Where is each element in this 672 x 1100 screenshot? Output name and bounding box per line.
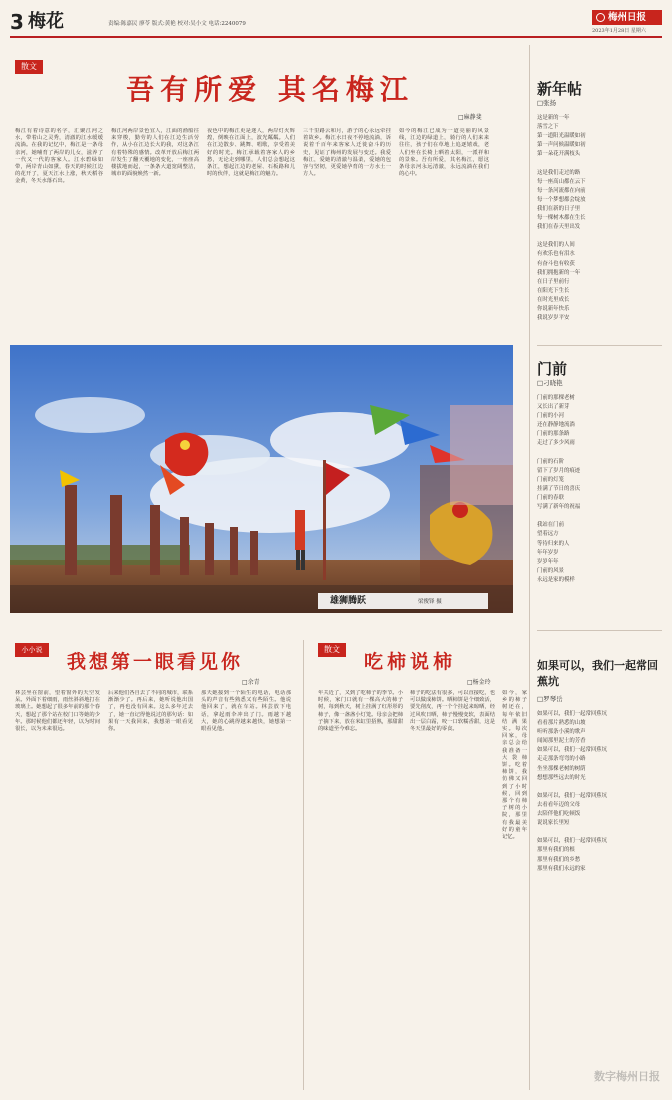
essay-column: 梅江河两岸景色宜人，江面的渔船往来穿梭，勤劳的人们在江边生活劳作，从小在江边长大的我，对这条江有着特殊的感情。改革开放后梅江两岸发生了翻天覆地的变化，一座座高楼拔地而起，一条条大道宽阔整洁，城市的面貌焕然一新。	[111, 128, 199, 178]
newspaper-masthead	[592, 10, 662, 25]
poem-body: 这是新的一年 落雪之下 第一道阳光温暖如初 第一声问候温暖如初 第一朵花开满枝头 这是我们走过的路 每一座高山都在云下 每一条河流都在向前 每一个梦想都会绽放 我们在新的日子里 每一棵树木都在生长 我们在春天里出发 这是我们的人间 有欢乐也有泪水 有奋斗也有收获 我们拥抱新的一年 在日子里前行 在阳光下生长 在时光里成长 你说新年快乐 我说岁岁平安	[537, 115, 586, 322]
issue-date: 2023年1月28日 星期六	[592, 28, 646, 34]
header-rule	[10, 36, 662, 38]
poem-author: □罗琴岳	[537, 695, 563, 703]
story-column: 后来他们各自去了不同的城市，联系渐渐少了。再后来，她听说他出国了，再也没有回来。这么多年过去了，她一直记得他说过的那句话：如果有一天我回来，我想第一眼看见你。	[108, 690, 193, 733]
section-title: 梅花	[28, 11, 64, 32]
prose-column: 年关近了，又到了吃柿子的季节。小时候，家门口就有一棵高大的柿子树，每到秋天，树上挂满了红彤彤的柿子，像一盏盏小灯笼。母亲会把柿子摘下来，放在米缸里捂熟，那甜甜的味道至今难忘。	[318, 690, 403, 733]
poem-author: □刁晓艳	[537, 379, 563, 387]
story-tag: 小小说	[15, 643, 49, 657]
essay-tag: 散文	[15, 60, 43, 74]
sidebar-separator	[537, 630, 662, 631]
sidebar-separator	[537, 345, 662, 346]
poem-title: 新年帖	[537, 80, 583, 98]
essay-column: 夜色中的梅江更是迷人，两岸灯火辉煌，倒映在江面上，波光粼粼。人们在江边散步、跳舞、唱歌，享受着美好的时光。梅江承载着客家人的乡愁，无论走到哪里，人们总会想起这条江，想起江边的老屋、石板路和儿时的伙伴，这就是梅江的魅力。	[207, 128, 295, 178]
photo-caption-credit: 梁俊锋 摄	[418, 599, 442, 605]
poem-title: 门前	[537, 360, 568, 378]
column-divider	[303, 640, 304, 1090]
poem-body: 门前的那棵老树 又长出了新芽 门前的小河 还在静静地流淌 门前的那条路 走过了多少风雨 门前的石阶 留下了岁月的痕迹 门前的灯笼 挂满了节日的喜庆 门前的春联 写满了新年的祝福 我站在门前 望着远方 等待归来的人 年年岁岁 岁岁年年 门前的风景 永远是家的模样	[537, 395, 581, 583]
prose-author: □杨金玲	[467, 679, 491, 686]
photo-illustration	[10, 345, 513, 613]
essay-author: □麻静斐	[458, 114, 482, 121]
prose-column: 柿子的吃法有很多，可以直接吃，也可以做成柿饼。晒柿饼是个细致活，要先削皮，再一个个挂起来晾晒，经过风吹日晒，柿子慢慢变软，表面结出一层白霜，咬一口软糯香甜，这是冬天里最好的零食。	[410, 690, 495, 733]
photo-caption	[318, 593, 488, 609]
prose-column: 如今，家乡的柿子树还在，每年依旧结满果实。每次回家，母亲总会给我准备一大袋柿饼。吃着柿饼，我仿佛又回到了小时候，回到那个有柿子树的小院，那里有我最美好的童年记忆。	[502, 690, 527, 841]
prose-tag: 散文	[318, 643, 346, 657]
essay-title: 吾有所爱 其名梅江	[126, 73, 414, 106]
story-column: 那天她接到一个陌生的电话，电话那头的声音有些熟悉又有些陌生。他说他回来了，就在车站。林芸放下电话，拿起雨伞冲出了门。雨越下越大，她的心跳得越来越快，她想第一眼看见他。	[201, 690, 291, 733]
page-number: 3	[10, 10, 24, 34]
lion-dance-photo	[10, 345, 513, 613]
prose-title: 吃柿说柿	[363, 651, 456, 673]
editors-info: 责编:陈嘉民 廖苓 版式:黄艳 校对:吴小文 电话:2240079	[108, 21, 246, 27]
poem-body: 如果可以，我们一起常回蕉坑 看看那片熟悉的山坡 听听那条小溪的歌声 闻闻那里泥土的芳香 如果可以，我们一起常回蕉坑 走走那条弯弯的小路 坐坐那棵老树的树荫 想想那些远去的时光 如果可以，我们一起常回蕉坑 去看看年迈的父母 去陪伴他们吃顿饭 说说家长里短 如果可以，我们一起常回蕉坑 那里有我们的根 那里有我们的乡愁 那里有我们永远的家	[537, 711, 608, 872]
essay-column: 梅江有着诗意的名字，汇聚江河之水，带着山之灵秀，清澈的江水缓缓流淌。在我的记忆中，梅江是一条母亲河，她哺育了两岸的儿女，滋养了一代又一代的客家人。江水碧绿如带，两岸青山如黛，春天的时候江边的花开了，夏天江水上涨，秋天稻谷金黄，冬天水落石出。	[15, 128, 103, 185]
photo-caption-title: 雄狮腾跃	[330, 596, 367, 606]
poem-title: 如果可以，我们一起常回蕉坑	[537, 659, 658, 688]
sidebar-divider	[529, 45, 530, 1090]
essay-column: 如今的梅江已成为一道亮丽的风景线，江边的绿道上，骑行的人们来来往往，孩子们在草地上追逐嬉戏，老人们坐在长椅上晒着太阳，一派祥和的景象。吾有所爱，其名梅江，愿这条母亲河永远清澈，永远流淌在我们的心中。	[399, 128, 489, 178]
poem-author: □张扬	[537, 99, 557, 107]
watermark-text: 数字梅州日报	[594, 1070, 660, 1083]
story-title: 我想第一眼看见你	[66, 651, 243, 673]
watermark-logo	[560, 1068, 660, 1084]
story-author: □余青	[242, 679, 260, 686]
essay-column: 三千里路云和月，游子的心永远牵挂着故乡。梅江水日夜不停地流淌，诉说着千百年来客家人迁徙奋斗的历史，见证了梅州的发展与变迁。我爱梅江，爱她的清澈与温柔，爱她的包容与坚韧，更爱她孕育的一方水土一方人。	[303, 128, 391, 178]
page-header	[10, 10, 662, 34]
story-column: 林芸坐在窗前，望着窗外的天空发呆。外面下着细雨，雨丝斜斜地打在玻璃上。她想起了很多年前的那个春天，想起了那个站在校门口等她的少年。那时候他们都还年轻，以为时间很长，以为未来很远。	[15, 690, 100, 733]
masthead-logo-icon	[596, 13, 605, 22]
masthead-title: 梅州日报	[608, 12, 647, 23]
